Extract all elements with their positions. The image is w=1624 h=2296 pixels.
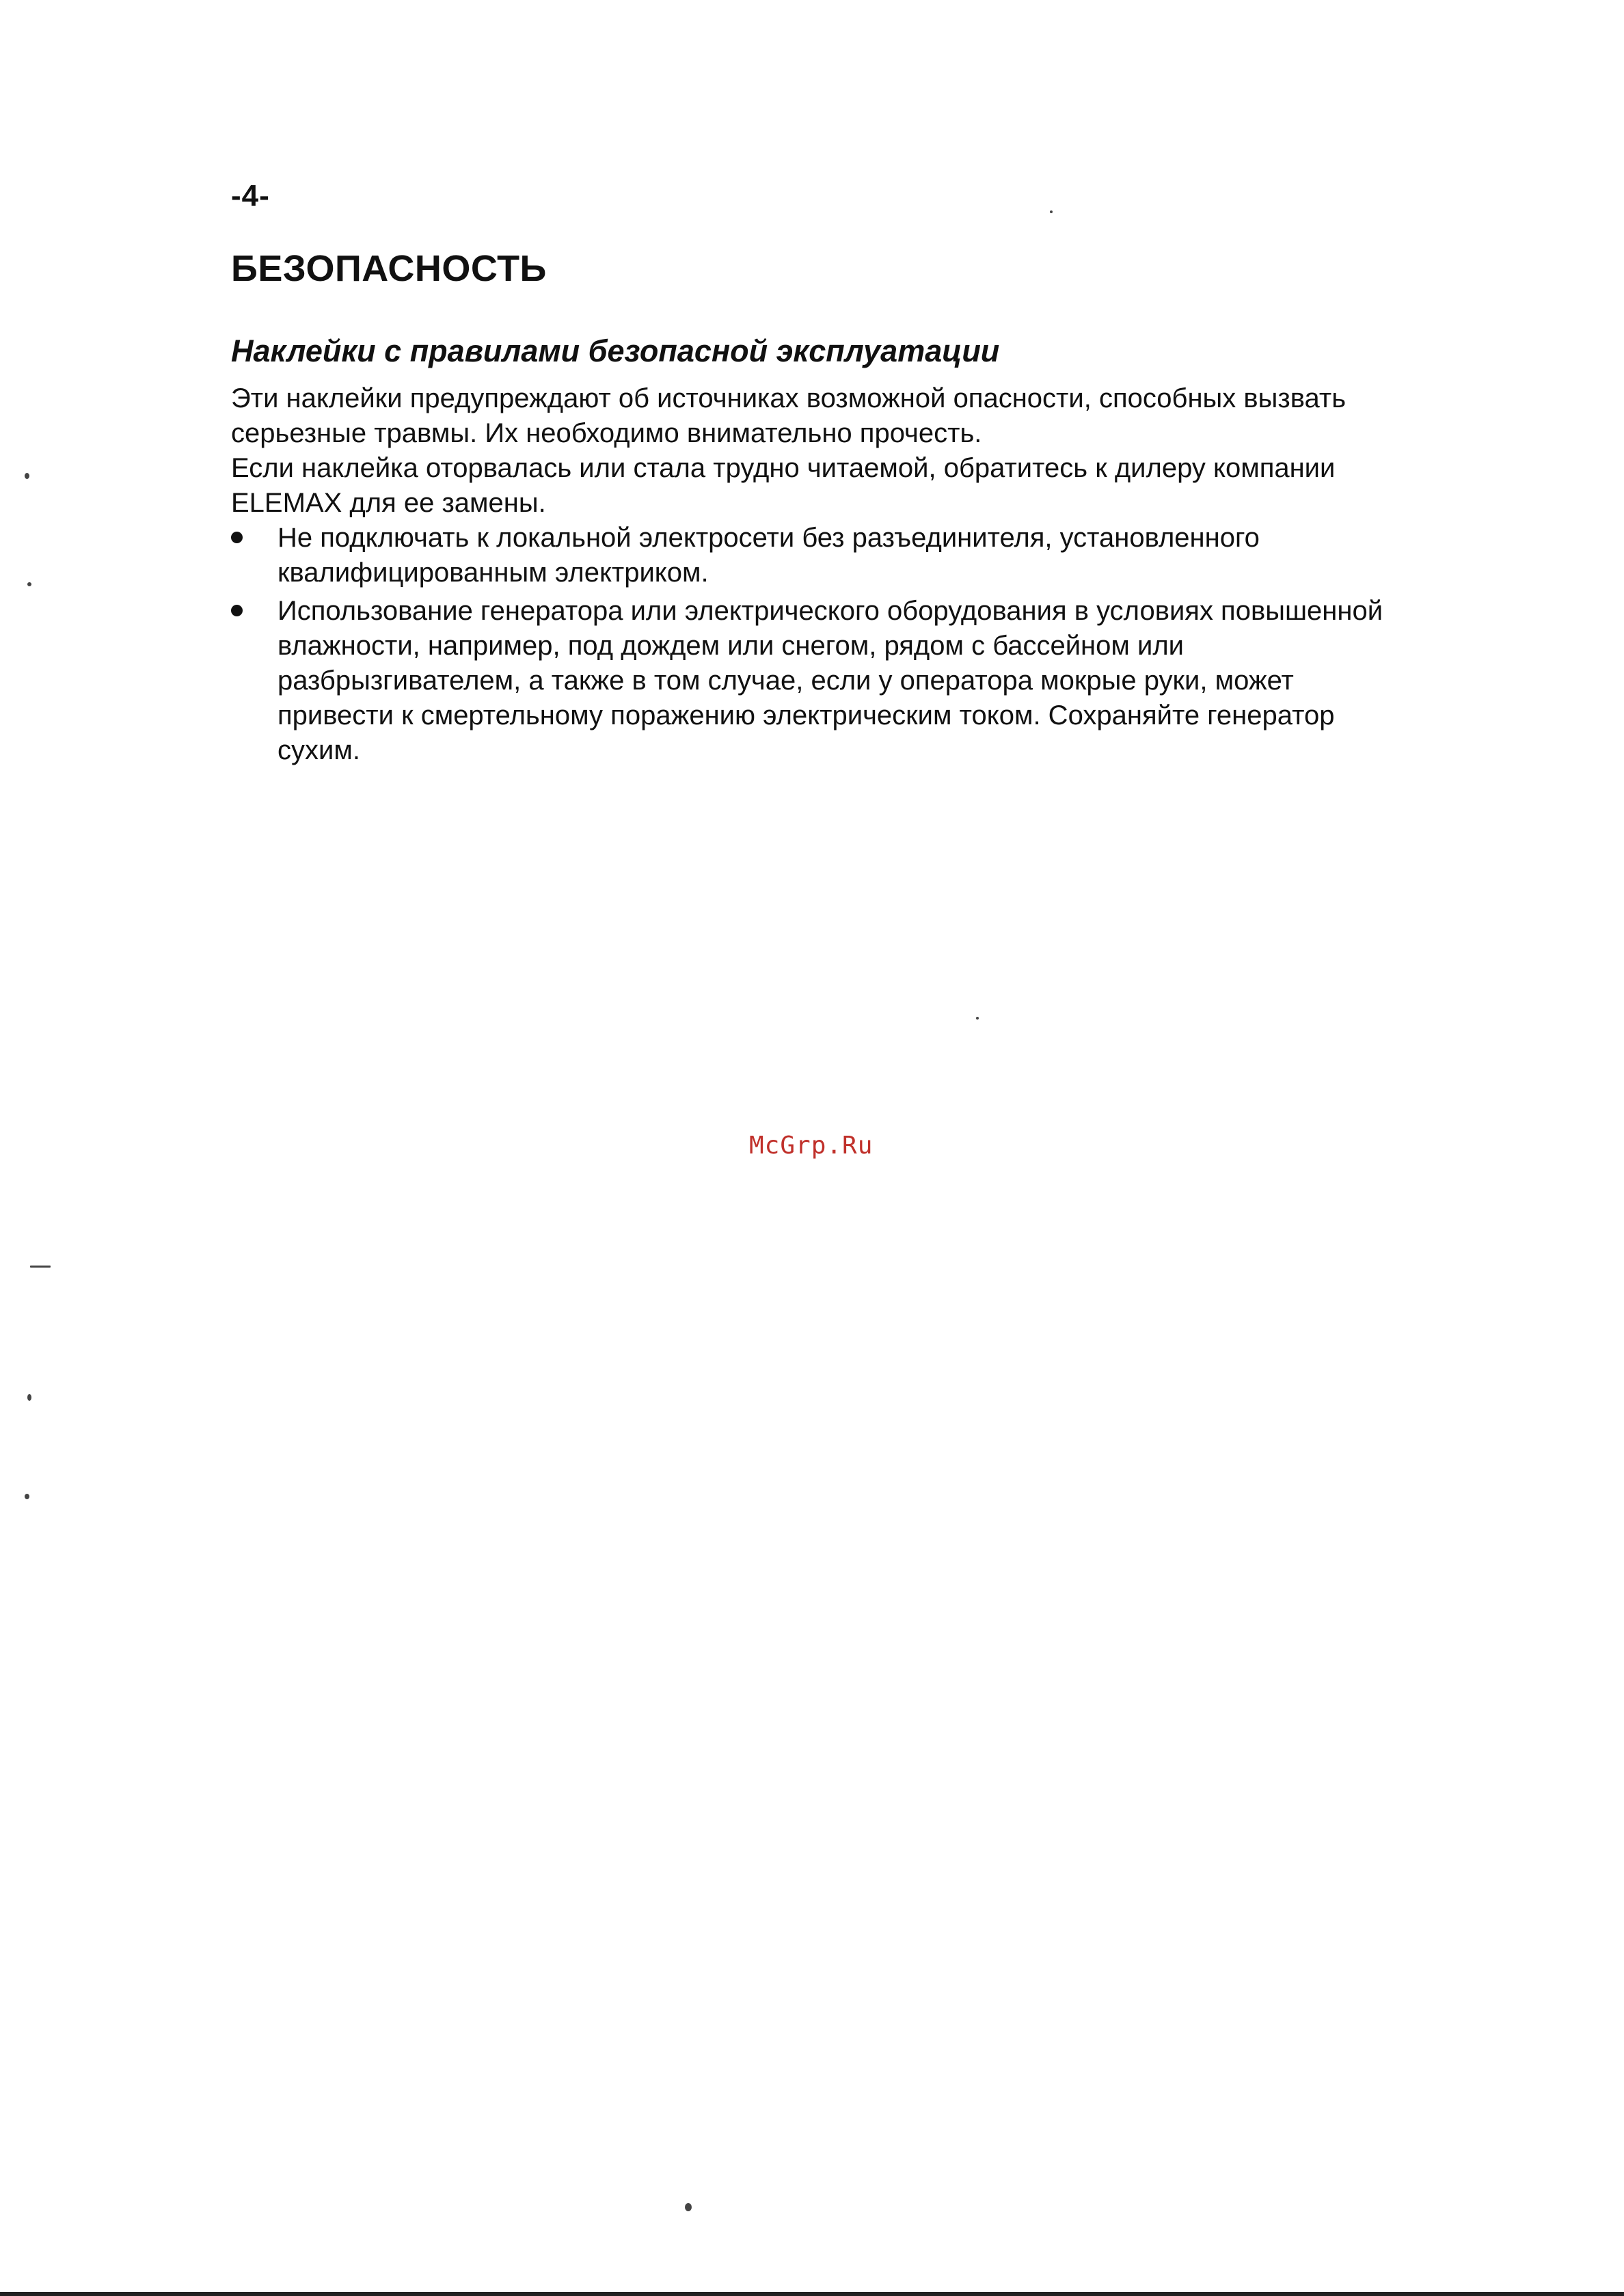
scan-speck	[25, 1494, 29, 1499]
intro-paragraph: Эти наклейки предупреждают об источниках возможной опасности, способных вызвать серьезные травмы. Их необходимо внимательно прочесть.	[231, 383, 1346, 448]
scan-speck	[25, 473, 29, 479]
scan-speck	[27, 582, 31, 586]
scan-speck	[976, 1017, 979, 1020]
section-title: БЕЗОПАСНОСТЬ	[231, 248, 547, 289]
bullet-text: Использование генератора или электрического оборудования в условиях повышенной влажности, например, под дождем или снегом, рядом с бассейном или разбрызгивателем, а также в том случае, если у оператора мокрые руки, может привести к смертельному поражению электрическим током. Сохраняйте генератор сухим.	[278, 596, 1383, 765]
scan-speck	[685, 2203, 692, 2211]
intro-text	[231, 381, 1393, 521]
scan-speck	[27, 1394, 31, 1401]
bullet-text: Не подключать к локальной электросети без разъединителя, установленного квалифицированным электриком.	[278, 523, 1260, 588]
intro-paragraph: Если наклейка оторвалась или стала трудно читаемой, обратитесь к дилеру компании ELEMAX для ее замены.	[231, 453, 1336, 518]
subsection-title: Наклейки с правилами безопасной эксплуатации	[231, 333, 1000, 368]
bullet-icon	[231, 605, 243, 616]
safety-bullet-list	[231, 521, 1393, 771]
list-item	[231, 521, 1393, 590]
list-item	[231, 594, 1393, 768]
page-number: -4-	[231, 179, 270, 213]
bullet-icon	[231, 532, 243, 543]
page-bottom-edge	[0, 2292, 1624, 2296]
watermark: McGrp.Ru	[749, 1132, 874, 1160]
scan-speck	[1050, 210, 1053, 213]
scan-speck	[30, 1266, 51, 1268]
